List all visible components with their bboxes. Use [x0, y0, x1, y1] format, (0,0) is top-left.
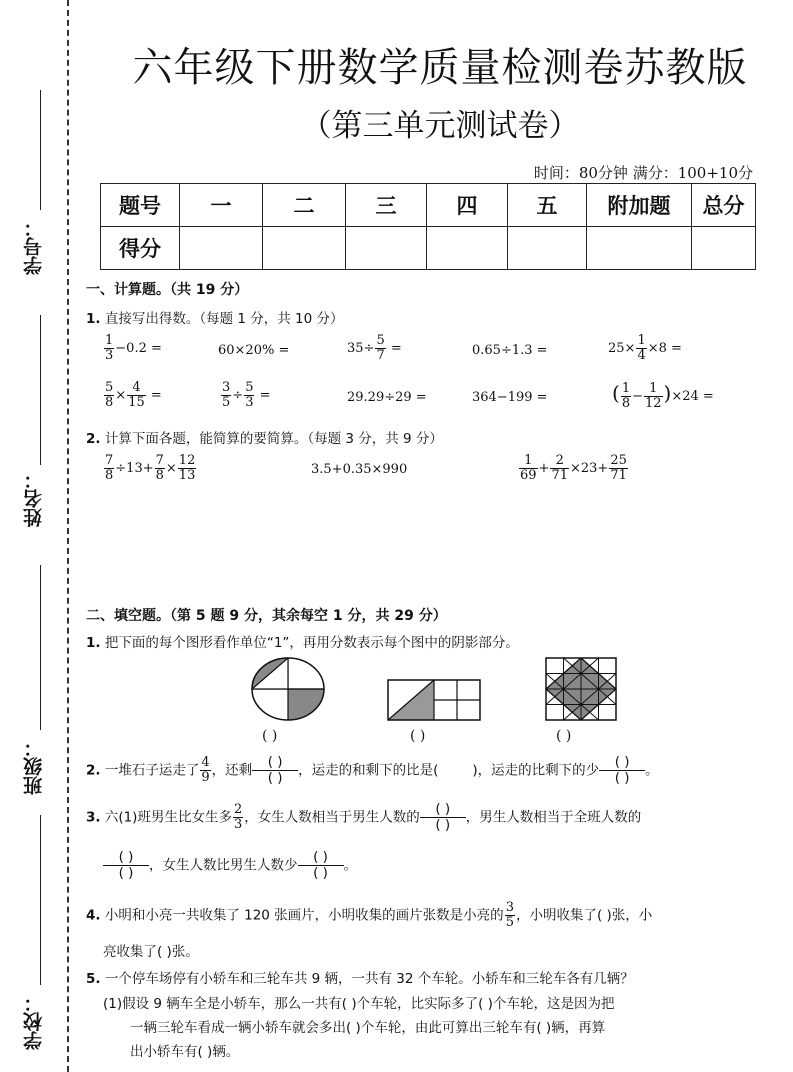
answer-paren-2[interactable]: ( ) — [410, 728, 426, 744]
section1-title: 一、计算题。（共 19 分） — [86, 282, 249, 298]
expr-b3: 29.29÷29 = — [347, 390, 427, 405]
page-subtitle: （第三单元测试卷） — [300, 108, 580, 144]
answer-paren-1[interactable]: ( ) — [262, 728, 278, 744]
class-line — [40, 565, 41, 730]
blank-fraction[interactable]: $\frac{( )}{( )}$ — [599, 755, 645, 786]
score-header-cell: 总分 — [692, 184, 756, 227]
score-header-cell: 三 — [346, 184, 427, 227]
student-id-label: 学号： — [23, 218, 45, 275]
s2q3-line1: 3. 六(1)班男生比女生多 $\frac{2}{3}$ ，女生人数相当于男生人数的 $\frac{( )}{( )}$ ，男生人数相当于全班人数的 — [86, 801, 642, 833]
expr-b5: ( $\frac{1}{8}$ − $\frac{1}{12}$ )×24 = — [612, 381, 714, 411]
score-cell[interactable] — [180, 227, 263, 270]
score-cell[interactable] — [263, 227, 346, 270]
blank-fraction[interactable]: $\frac{( )}{( )}$ — [298, 850, 344, 881]
score-header-cell: 附加题 — [587, 184, 692, 227]
s2q4-line1: 4. 小明和小亮一共收集了 120 张画片，小明收集的画片张数是小亮的 $\frac{3}{5}$ ，小明收集了( )张，小 — [86, 900, 653, 930]
expr-c2: 3.5+0.35×990 — [311, 462, 408, 477]
q2-number: 2. — [86, 431, 101, 447]
expr-a4: 0.65÷1.3 = — [472, 343, 548, 358]
score-cell[interactable] — [587, 227, 692, 270]
q1-text: 直接写出得数。（每题 1 分，共 10 分） — [104, 311, 344, 327]
score-header-cell: 题号 — [101, 184, 180, 227]
score-cell[interactable] — [692, 227, 756, 270]
s2q5-sub2: 一辆三轮车看成一辆小轿车就会多出( )个车轮，由此可算出三轮车有( )辆，再算 — [130, 1020, 606, 1036]
school-label: 学校： — [23, 993, 45, 1050]
expr-b4: 364−199 = — [472, 390, 548, 405]
class-label: 班级： — [23, 738, 45, 795]
s2q1-text: 把下面的每个图形看作单位“1”，再用分数表示每个图中的阴影部分。 — [104, 635, 519, 651]
score-header-cell: 一 — [180, 184, 263, 227]
expr-c1: $\frac{7}{8}$ ÷13+ $\frac{7}{8}$ × $\frac{12}{13}$ — [105, 453, 196, 483]
s2q2: 2. 一堆石子运走了 $\frac{4}{9}$ ，还剩 $\frac{( )}{( )}$ ，运走的和剩下的比是( )，运走的比剩下的少 $\frac{( )}{( )}$ 。 — [86, 754, 659, 786]
circle-figure — [250, 656, 326, 722]
s2q4-line2: 亮收集了( )张。 — [103, 944, 199, 960]
expr-a5: 25× $\frac{1}{4}$ ×8 = — [608, 333, 682, 363]
score-table — [100, 183, 756, 270]
score-header-cell: 五 — [508, 184, 587, 227]
blank-fraction[interactable]: $\frac{( )}{( )}$ — [252, 755, 298, 786]
expr-b2: $\frac{3}{5}$ ÷ $\frac{5}{3}$ = — [222, 380, 271, 410]
binding-dashed-line — [67, 0, 69, 1072]
grid-diamond-figure — [544, 656, 618, 722]
q1-number: 1. — [86, 311, 101, 327]
score-header-cell: 二 — [263, 184, 346, 227]
s2q5-line1: 5. 一个停车场停有小轿车和三轮车共 9 辆，一共有 32 个车轮。小轿车和三轮车各有几辆？ — [86, 971, 634, 987]
blank-fraction[interactable]: $\frac{( )}{( )}$ — [420, 802, 466, 833]
expr-a2: 60×20% = — [218, 343, 290, 358]
expr-a1: $\frac{1}{3}$ −0.2 = — [105, 333, 162, 363]
expr-a3: 35÷ $\frac{5}{7}$ = — [347, 333, 402, 363]
expr-b1: $\frac{5}{8}$ × $\frac{4}{15}$ = — [105, 380, 162, 410]
score-cell[interactable] — [346, 227, 427, 270]
blank-fraction[interactable]: $\frac{( )}{( )}$ — [103, 850, 149, 881]
s2q5-sub1: (1)假设 9 辆车全是小轿车，那么一共有( )个车轮，比实际多了( )个车轮，这是因为把 — [103, 996, 615, 1012]
expr-c3: $\frac{1}{69}$ + $\frac{2}{71}$ ×23+ $\frac{25}{71}$ — [520, 453, 627, 483]
score-row-label: 得分 — [101, 227, 180, 270]
s2q3-line2: $\frac{( )}{( )}$ ，女生人数比男生人数少 $\frac{( )}{( )}$ 。 — [103, 850, 357, 881]
s2q1-number: 1. — [86, 635, 101, 651]
rectangle-figure — [386, 678, 482, 722]
time-info: 时间：80分钟 满分：100+10分 — [533, 164, 753, 182]
page-title: 六年级下册数学质量检测卷苏教版 — [132, 45, 748, 91]
name-label: 姓名： — [23, 470, 45, 527]
section2-title: 二、填空题。（第 5 题 9 分，其余每空 1 分，共 29 分） — [86, 608, 447, 624]
school-line — [40, 815, 41, 985]
id-line — [40, 90, 41, 210]
s2q5-sub3: 出小轿车有( )辆。 — [130, 1044, 240, 1060]
score-cell[interactable] — [427, 227, 508, 270]
name-line — [40, 315, 41, 465]
answer-paren-3[interactable]: ( ) — [556, 728, 572, 744]
q2-text: 计算下面各题，能简算的要简算。（每题 3 分，共 9 分） — [104, 431, 443, 447]
score-header-cell: 四 — [427, 184, 508, 227]
score-cell[interactable] — [508, 227, 587, 270]
